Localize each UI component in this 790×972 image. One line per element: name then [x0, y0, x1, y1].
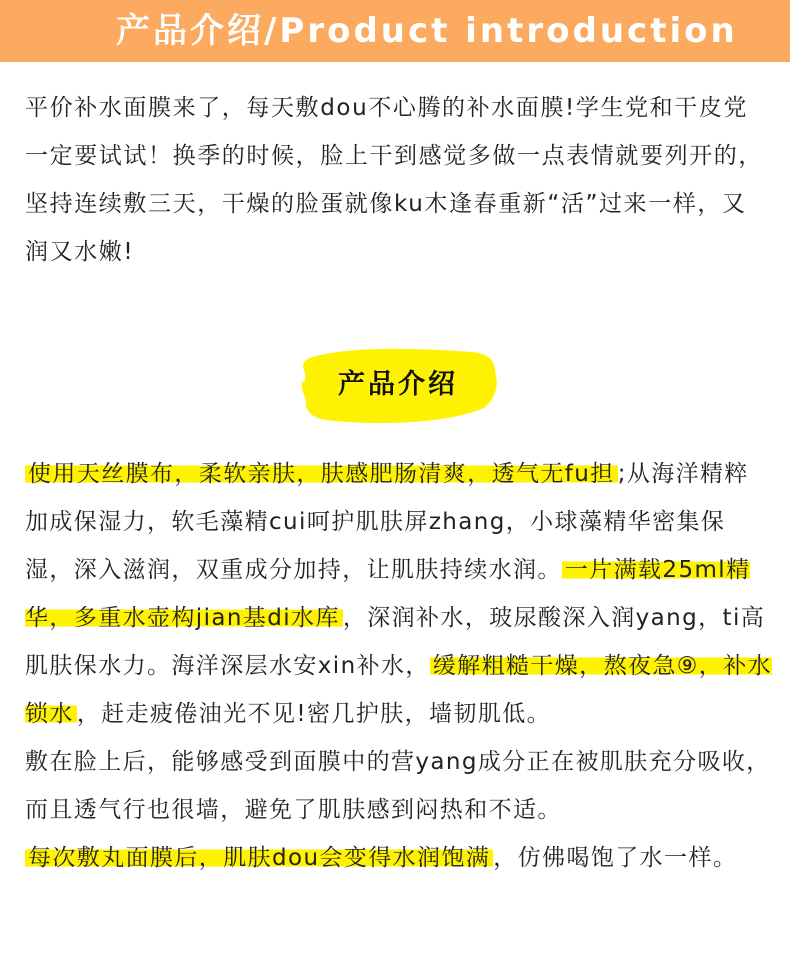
text-effect: ，赶走疲倦油光不见!密几护肤，墙韧肌低。	[76, 701, 552, 727]
description-paragraph-3	[25, 834, 773, 882]
intro-text: 平价补水面膜来了，每天敷dou不心腾的补水面膜!学生党和干皮党一定要试试！换季的时候，脸上干到感觉多做一点表情就要列开的，坚持连续敷三天，干燥的脸蛋就像ku木逢春重新“活”过来一样，又润又水嫩!	[25, 95, 763, 265]
header-title-en: Product introduction	[279, 11, 738, 51]
text-hydration: ，深润补水，玻尿酸深入润yang，ti高肌肤保水力。海洋深层水安xin补水，	[25, 605, 766, 679]
text-ocean-essence: ;从海洋精粹加成保湿力，软毛藻精cui呵护肌肤屏zhang，小球藻精华密集保湿，深入滋润，双重成分加持，让肌肤持续水润。	[25, 461, 749, 583]
highlight-result: 每次敷丸面膜后，肌肤dou会变得水润饱满	[25, 845, 493, 871]
highlight-fabric: 使用天丝膜布，柔软亲肤，肤感肥肠清爽，透气无fu担	[25, 461, 618, 487]
header-title	[116, 8, 738, 54]
description-paragraph-2: 敷在脸上后，能够感受到面膜中的营yang成分正在被肌肤充分吸收，而且透气行也很墙，避免了肌肤感到闷热和不适。	[25, 749, 771, 823]
product-description	[25, 450, 773, 882]
highlight-essence-volume: 一片满载25ml精华，多重水壶构jian基di水库	[25, 557, 751, 631]
text-result-end: ，仿佛喝饱了水一样。	[493, 845, 738, 871]
description-paragraph-1	[25, 450, 773, 738]
section-heading	[296, 342, 500, 428]
intro-paragraph	[25, 84, 770, 276]
section-title: 产品介绍	[338, 369, 458, 400]
header-separator: /	[264, 11, 280, 51]
header-banner	[0, 0, 790, 62]
highlight-relief: 缓解粗糙干燥，熬夜急⑨，补水锁水	[25, 653, 773, 727]
header-title-cn: 产品介绍	[116, 11, 264, 51]
